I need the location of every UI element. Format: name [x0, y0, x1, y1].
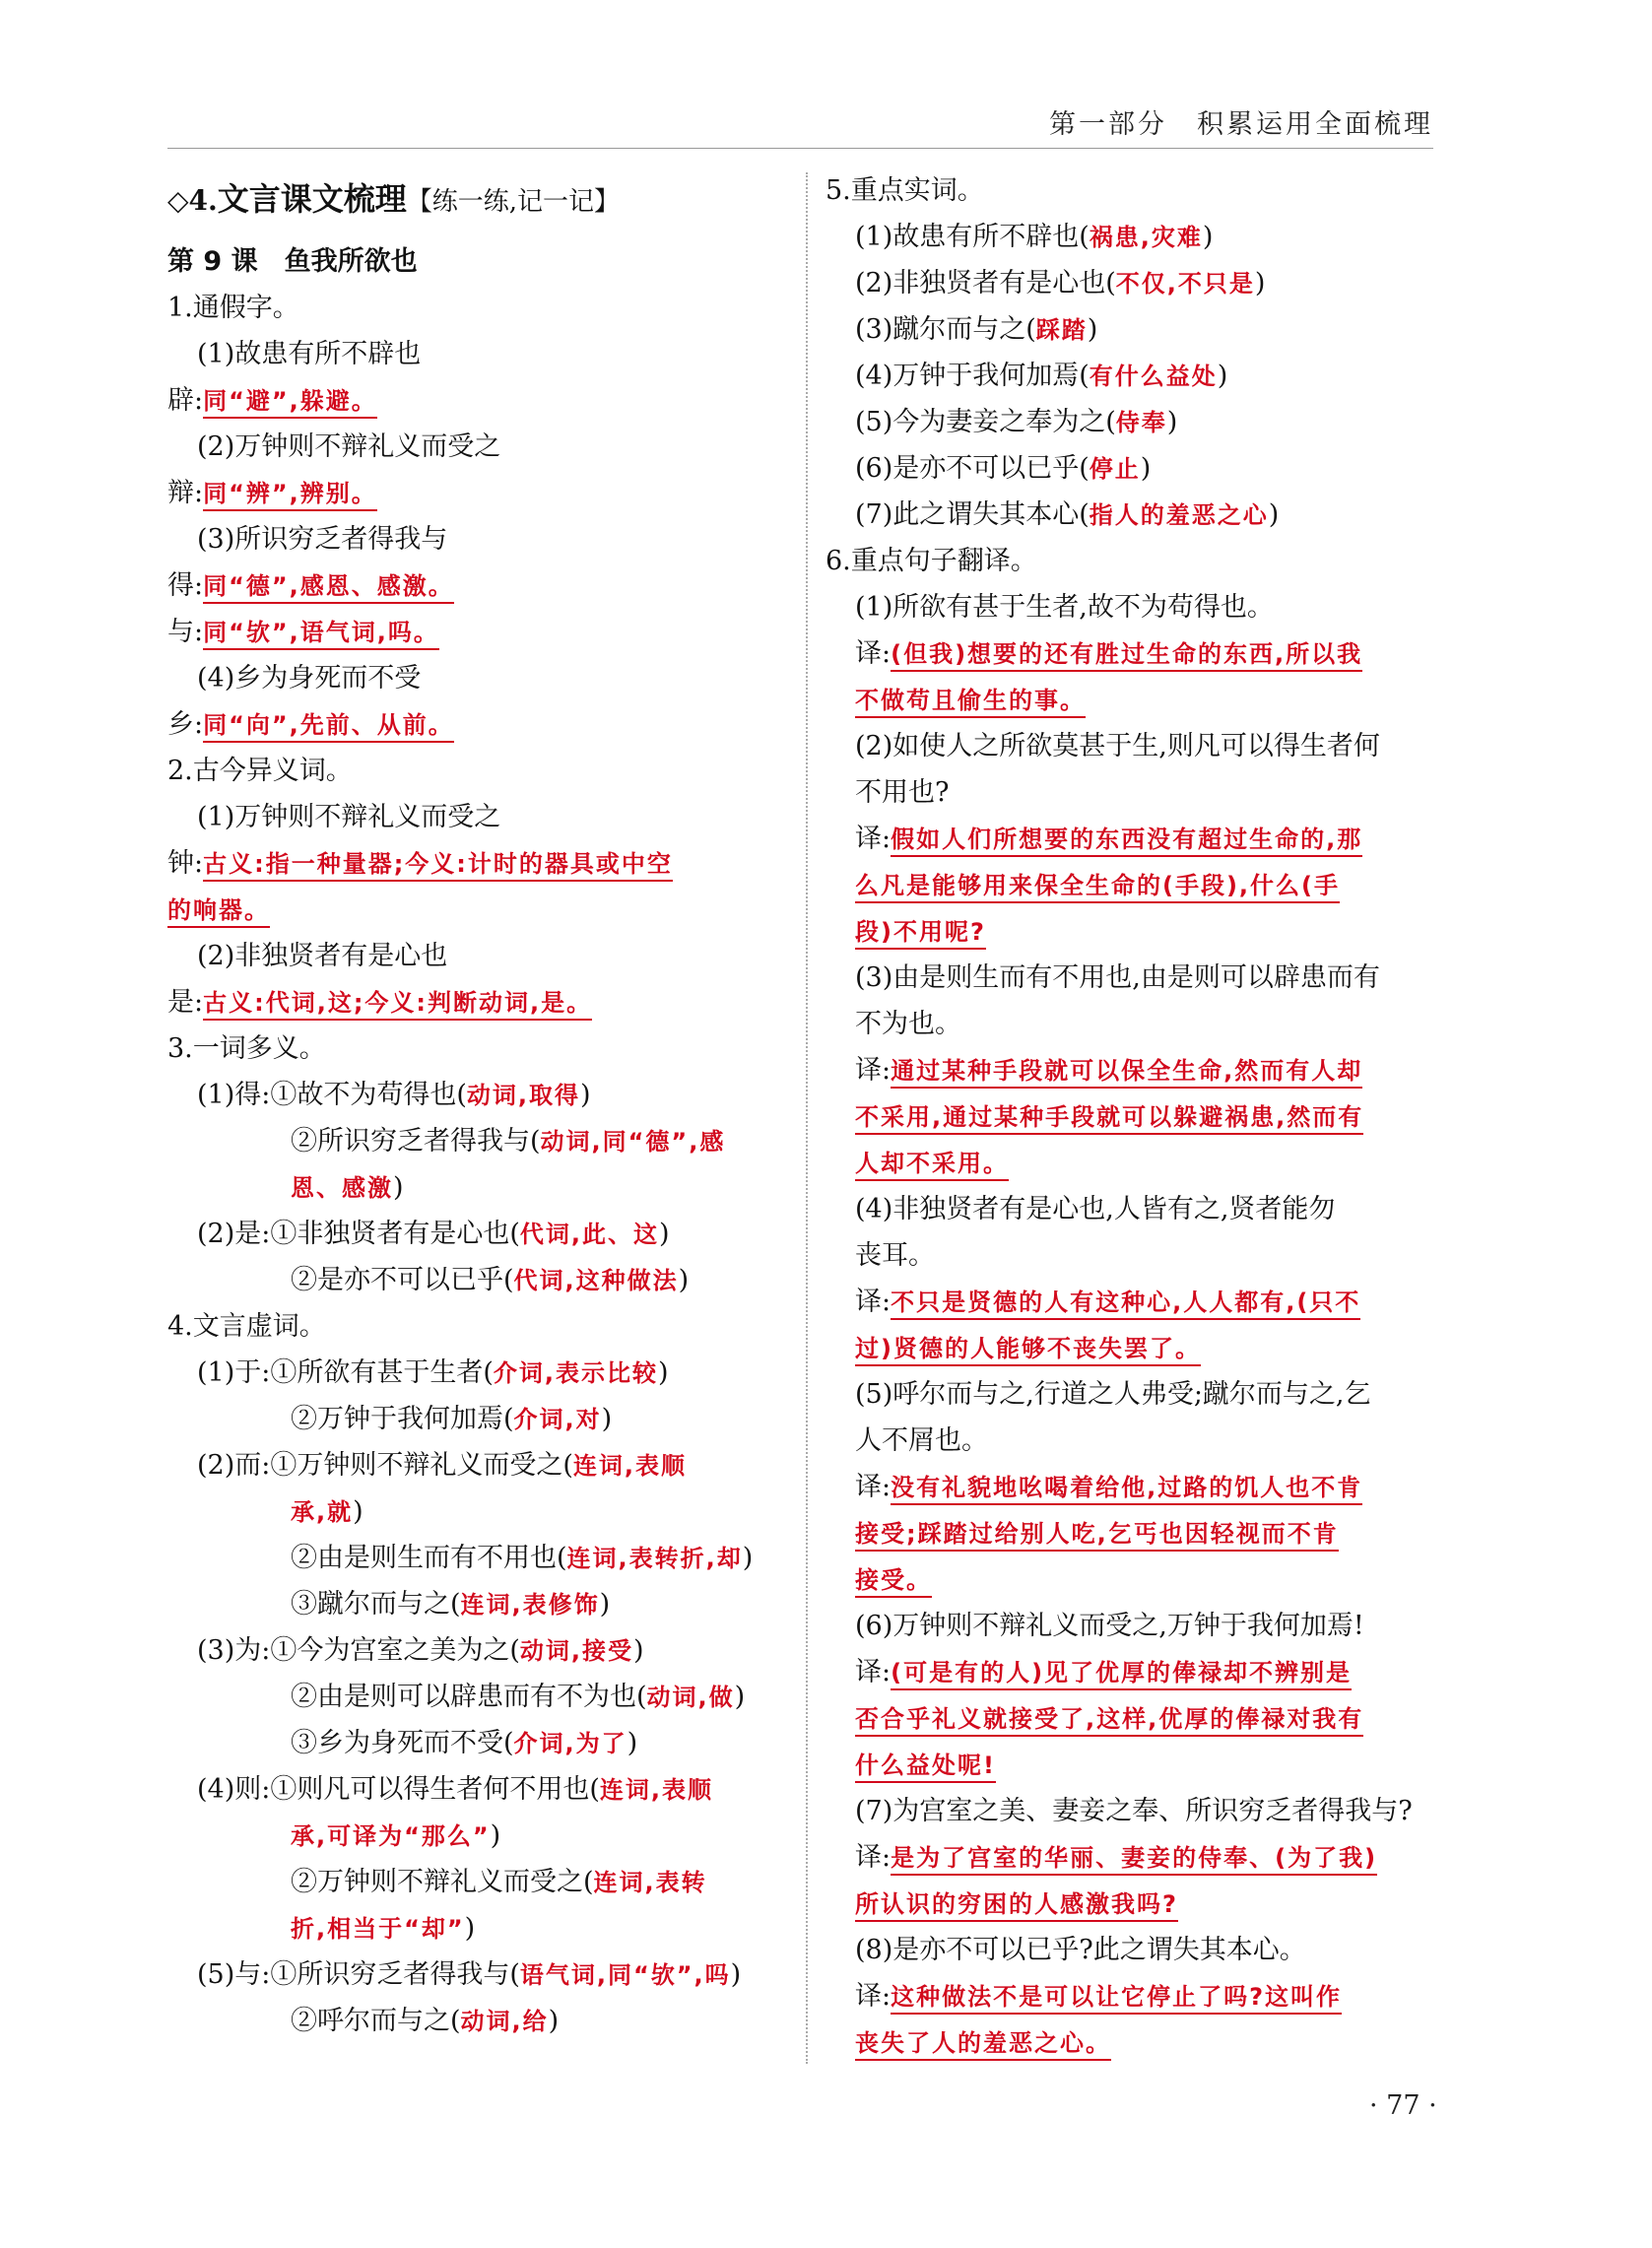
question-cont	[167, 1164, 798, 1211]
close-paren: )	[734, 1682, 746, 1712]
header-rule	[167, 148, 1433, 149]
question-text: ③乡为身死而不受(	[291, 1728, 514, 1758]
sentence: (1)所欲有甚于生者,故不为苟得也。	[855, 592, 1274, 623]
answer-text: 连词,表顺	[572, 1452, 688, 1480]
question: (1)万钟则不辩礼义而受之	[197, 802, 501, 832]
answer-text: 介词,为了	[513, 1730, 628, 1757]
translation-key: 译:	[855, 638, 892, 669]
question	[167, 1859, 798, 1905]
answer-text: 同“避”,躲避。	[203, 387, 377, 419]
answer-text: 同“向”,先前、从前。	[203, 711, 454, 743]
answer-text: 动词,同“德”,感	[540, 1128, 726, 1156]
question	[167, 1072, 798, 1118]
close-paren: )	[393, 1172, 404, 1203]
answer-text: 连词,表转折,却	[566, 1545, 743, 1572]
section-number: ◇4.	[167, 184, 218, 217]
close-paren: )	[490, 1820, 501, 1851]
translation-line	[826, 816, 1446, 862]
translation-text: 否合乎礼义就接受了,这样,优厚的俸禄对我有	[855, 1705, 1363, 1737]
answer-text: 动词,做	[646, 1684, 735, 1711]
left-column	[167, 167, 798, 2044]
question	[167, 1720, 798, 1766]
answer-line	[167, 377, 798, 424]
answer-key: 得:	[167, 570, 204, 601]
answer-text: 恩、感激	[291, 1174, 393, 1202]
translation-key: 译:	[855, 1657, 892, 1687]
question	[167, 1581, 798, 1627]
translation-text: 接受。	[855, 1566, 932, 1598]
answer-text: 指人的羞恶之心	[1089, 501, 1269, 529]
answer-text: 有什么益处	[1089, 363, 1218, 390]
close-paren: )	[627, 1728, 638, 1758]
question: (2)万钟则不辩礼义而受之	[197, 431, 501, 462]
translation-text: 什么益处呢!	[855, 1752, 996, 1783]
question	[167, 1442, 798, 1488]
question	[826, 260, 1446, 306]
question	[167, 1211, 798, 1257]
close-paren: )	[601, 1404, 613, 1434]
sentence-cont: 人不屑也。	[855, 1425, 988, 1456]
translation-text: 丧失了人的羞恶之心。	[855, 2029, 1111, 2061]
answer-line	[167, 701, 798, 748]
answer-key: 辟:	[167, 385, 204, 416]
translation-text: 不只是贤德的人有这种心,人人都有,(只不	[891, 1289, 1360, 1320]
translation-line	[826, 1695, 1446, 1742]
question: (2)非独贤者有是心也	[197, 941, 448, 971]
question: (3)所识穷乏者得我与	[197, 524, 448, 555]
question-text: (6)是亦不可以已乎(	[855, 453, 1090, 484]
question-text: (1)得:①故不为苟得也(	[197, 1080, 467, 1110]
question	[167, 1257, 798, 1303]
heading-zhongdianshici: 5.重点实词。	[826, 175, 984, 206]
answer-text: 代词,这种做法	[513, 1267, 679, 1294]
answer-text: 同“欤”,语气词,吗。	[203, 619, 439, 650]
answer-line	[167, 609, 798, 655]
question-text: (4)则:①则凡可以得生者何不用也(	[197, 1774, 600, 1805]
translation-text: 所认识的穷困的人感激我吗?	[855, 1890, 1178, 1922]
answer-text: 古义:指一种量器;今义:计时的器具或中空	[203, 850, 673, 882]
lesson-title: 第 9 课 鱼我所欲也	[167, 246, 418, 277]
question	[826, 399, 1446, 445]
translation-line	[826, 677, 1446, 723]
question: (4)乡为身死而不受	[197, 663, 422, 694]
translation-text: 假如人们所想要的东西没有超过生命的,那	[891, 826, 1362, 857]
close-paren: )	[1087, 314, 1098, 345]
question	[167, 1951, 798, 1998]
answer-text: 同“辨”,辨别。	[203, 480, 377, 511]
question	[167, 1627, 798, 1674]
translation-key: 译:	[855, 824, 892, 854]
close-paren: )	[1166, 407, 1178, 437]
answer-line	[167, 470, 798, 516]
question	[167, 1118, 798, 1164]
question-text: (2)非独贤者有是心也(	[855, 268, 1116, 298]
translation-line	[826, 1279, 1446, 1325]
translation-text: 这种做法不是可以让它停止了吗?这叫作	[891, 1983, 1342, 2015]
translation-key: 译:	[855, 1055, 892, 1086]
translation-key: 译:	[855, 1842, 892, 1873]
answer-text: 连词,表修饰	[460, 1591, 600, 1619]
question-text: ②由是则生而有不用也(	[291, 1543, 567, 1573]
question-text: (1)故患有所不辟也(	[855, 222, 1090, 252]
close-paren: )	[1268, 499, 1280, 530]
answer-key: 与:	[167, 617, 204, 647]
question-text: ②所识穷乏者得我与(	[291, 1126, 541, 1157]
question-text: (2)而:①万钟则不辩礼义而受之(	[197, 1450, 573, 1481]
translation-text: 过)贤德的人能够不丧失罢了。	[855, 1335, 1201, 1366]
translation-line	[826, 1973, 1446, 2019]
question-text: (3)为:①今为宫室之美为之(	[197, 1635, 520, 1666]
answer-text: 折,相当于“却”	[291, 1915, 465, 1943]
translation-line	[826, 2019, 1446, 2066]
sentence: (6)万钟则不辩礼义而受之,万钟于我何加焉!	[855, 1611, 1364, 1641]
answer-text: 侍奉	[1115, 409, 1167, 436]
close-paren: )	[730, 1959, 742, 1990]
answer-text: 动词,给	[460, 2008, 549, 2035]
translation-text: 通过某种手段就可以保全生命,然而有人却	[891, 1057, 1362, 1089]
translation-line	[826, 1140, 1446, 1186]
close-paren: )	[599, 1589, 611, 1620]
translation-text: 段)不用呢?	[855, 918, 986, 950]
translation-line	[826, 1464, 1446, 1510]
question-text: (1)于:①所欲有甚于生者(	[197, 1357, 494, 1388]
page-number: · 77 ·	[1369, 2090, 1437, 2121]
question-text: (5)与:①所识穷乏者得我与(	[197, 1959, 520, 1990]
translation-text: (可是有的人)见了优厚的俸禄却不辨别是	[891, 1659, 1352, 1690]
answer-text: 古义:代词,这;今义:判断动词,是。	[203, 989, 592, 1021]
sentence: (4)非独贤者有是心也,人皆有之,贤者能勿	[855, 1194, 1336, 1224]
translation-text: 不采用,通过某种手段就可以躲避祸患,然而有	[855, 1103, 1363, 1135]
translation-line	[826, 908, 1446, 955]
question-text: (5)今为妻妾之奉为之(	[855, 407, 1116, 437]
answer-text: 同“德”,感恩、感激。	[203, 572, 454, 604]
close-paren: )	[464, 1913, 476, 1944]
question	[826, 214, 1446, 260]
close-paren: )	[580, 1080, 591, 1110]
translation-text: 么凡是能够用来保全生命的(手段),什么(手	[855, 872, 1340, 903]
answer-text: 承,就	[291, 1498, 354, 1526]
close-paren: )	[659, 1219, 670, 1249]
answer-key: 是:	[167, 987, 204, 1018]
question-cont	[167, 1813, 798, 1859]
close-paren: )	[1217, 361, 1228, 391]
close-paren: )	[1254, 268, 1266, 298]
answer-key: 钟:	[167, 848, 204, 879]
answer-text: 代词,此、这	[519, 1221, 660, 1248]
question-cont	[167, 1488, 798, 1535]
answer-text: 的响器。	[167, 896, 270, 928]
sentence: (2)如使人之所欲莫甚于生,则凡可以得生者何	[855, 731, 1380, 761]
sentence-cont: 不用也?	[855, 777, 950, 808]
answer-text: 踩踏	[1035, 316, 1088, 344]
heading-wenyanxuci: 4.文言虚词。	[167, 1311, 326, 1342]
heading-gujinyiyi: 2.古今异义词。	[167, 756, 353, 786]
translation-line	[826, 1093, 1446, 1140]
question-text: (7)此之谓失其本心(	[855, 499, 1090, 530]
column-divider	[806, 172, 808, 2064]
close-paren: )	[742, 1543, 754, 1573]
question	[826, 353, 1446, 399]
sentence: (5)呼尔而与之,行道之人弗受;蹴尔而与之,乞	[855, 1379, 1371, 1410]
answer-text: 祸患,灾难	[1089, 224, 1203, 251]
translation-text: 没有礼貌地吆喝着给他,过路的饥人也不肯	[891, 1474, 1362, 1505]
translation-line	[826, 1742, 1446, 1788]
answer-text: 介词,对	[513, 1406, 602, 1433]
translation-text: 不做苟且偷生的事。	[855, 687, 1086, 718]
question	[167, 1766, 798, 1813]
translation-line	[826, 862, 1446, 908]
close-paren: )	[678, 1265, 690, 1295]
translation-key: 译:	[855, 1981, 892, 2012]
sentence-cont: 不为也。	[855, 1009, 961, 1039]
right-column	[826, 167, 1446, 2066]
translation-line	[826, 1047, 1446, 1093]
heading-fanyi: 6.重点句子翻译。	[826, 546, 1037, 576]
translation-text: 人却不采用。	[855, 1150, 1009, 1181]
translation-line	[826, 1649, 1446, 1695]
translation-line	[826, 1834, 1446, 1881]
translation-text: 接受;踩踏过给别人吃,乞丐也因轻视而不肯	[855, 1520, 1339, 1552]
answer-line	[167, 562, 798, 609]
question	[826, 306, 1446, 353]
answer-text: 承,可译为“那么”	[291, 1822, 491, 1850]
translation-key: 译:	[855, 1287, 892, 1317]
question-text: ②由是则可以辟患而有不为也(	[291, 1682, 647, 1712]
answer-key: 乡:	[167, 709, 204, 740]
section-title-sub: 【练一练,记一记】	[406, 187, 621, 217]
question	[826, 492, 1446, 538]
question	[167, 1535, 798, 1581]
page-header: 第一部分 积累运用全面梳理	[1049, 109, 1433, 140]
question	[167, 1674, 798, 1720]
close-paren: )	[548, 2006, 560, 2036]
sentence: (7)为宫室之美、妻妾之奉、所识穷乏者得我与?	[855, 1796, 1413, 1826]
question: (1)故患有所不辟也	[197, 339, 422, 369]
question	[167, 1998, 798, 2044]
close-paren: )	[1202, 222, 1214, 252]
question-cont	[167, 1905, 798, 1951]
answer-text: 不仅,不只是	[1115, 270, 1255, 298]
translation-line	[826, 1881, 1446, 1927]
question-text: (2)是:①非独贤者有是心也(	[197, 1219, 520, 1249]
close-paren: )	[353, 1496, 363, 1527]
question-text: (4)万钟于我何加焉(	[855, 361, 1090, 391]
question-text: ③蹴尔而与之(	[291, 1589, 461, 1620]
answer-line	[167, 840, 798, 887]
question-text: ②万钟于我何加焉(	[291, 1404, 514, 1434]
answer-text: 介词,表示比较	[493, 1359, 659, 1387]
translation-line	[826, 1510, 1446, 1556]
sentence: (3)由是则生而有不用也,由是则可以辟患而有	[855, 962, 1380, 993]
translation-text: (但我)想要的还有胜过生命的东西,所以我	[891, 640, 1362, 672]
answer-text: 连词,表转	[593, 1869, 707, 1896]
translation-text: 是为了宫室的华丽、妻妾的侍奉、(为了我)	[891, 1844, 1377, 1876]
answer-text: 动词,接受	[519, 1637, 634, 1665]
answer-line	[167, 887, 798, 933]
translation-key: 译:	[855, 1472, 892, 1502]
section-title-main: 文言课文梳理	[217, 180, 407, 218]
close-paren: )	[1140, 453, 1152, 484]
section-title	[167, 167, 798, 231]
question-text: (3)蹴尔而与之(	[855, 314, 1036, 345]
question	[167, 1396, 798, 1442]
question-text: ②呼尔而与之(	[291, 2006, 461, 2036]
answer-text: 动词,取得	[466, 1082, 581, 1109]
answer-line	[167, 979, 798, 1025]
heading-yiciduoyi: 3.一词多义。	[167, 1033, 326, 1064]
question-text: ②是亦不可以已乎(	[291, 1265, 514, 1295]
question	[826, 445, 1446, 492]
close-paren: )	[658, 1357, 669, 1388]
answer-text: 语气词,同“欤”,吗	[519, 1961, 731, 1989]
close-paren: )	[633, 1635, 644, 1666]
answer-text: 停止	[1089, 455, 1141, 483]
sentence-cont: 丧耳。	[855, 1240, 935, 1271]
answer-text: 连词,表顺	[599, 1776, 714, 1804]
question	[167, 1350, 798, 1396]
heading-tongjiazi: 1.通假字。	[167, 293, 299, 323]
translation-line	[826, 1556, 1446, 1603]
translation-line	[826, 630, 1446, 677]
answer-key: 辩:	[167, 478, 204, 508]
sentence: (8)是亦不可以已乎?此之谓失其本心。	[855, 1935, 1306, 1965]
question-text: ②万钟则不辩礼义而受之(	[291, 1867, 594, 1897]
translation-line	[826, 1325, 1446, 1371]
